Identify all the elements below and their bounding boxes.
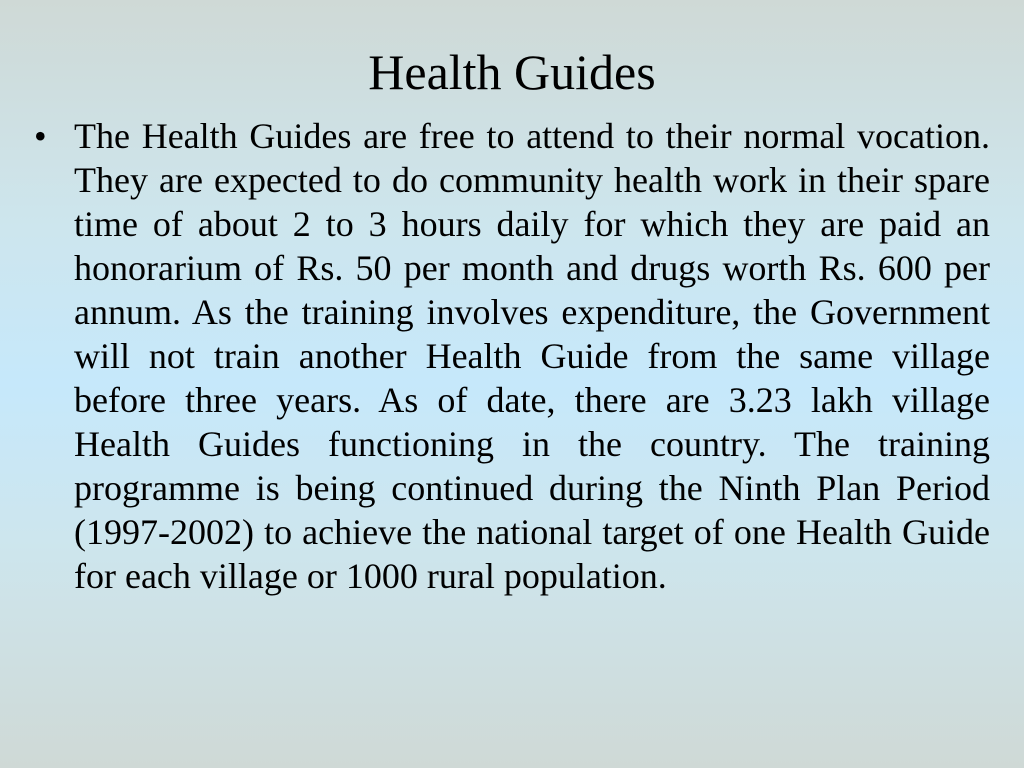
slide-content <box>30 114 990 598</box>
bullet-item <box>30 114 990 598</box>
slide-title: Health Guides <box>368 44 656 100</box>
bullet-dot-icon: • <box>34 116 47 156</box>
bullet-text: The Health Guides are free to attend to their normal vocation. They are expected to do community health work in their spare time of about 2 to 3 hours daily for which they are paid an honorarium of Rs. 50 per month and drugs worth Rs. 600 per annum. As the training involves expenditure, the Government will not train another Health Guide from the same village before three years. As of date, there are 3.23 lakh village Health Guides functioning in the country. The training programme is being continued during the Ninth Plan Period (1997-2002) to achieve the national target of one Health Guide for each village or 1000 rural population. <box>74 116 990 596</box>
